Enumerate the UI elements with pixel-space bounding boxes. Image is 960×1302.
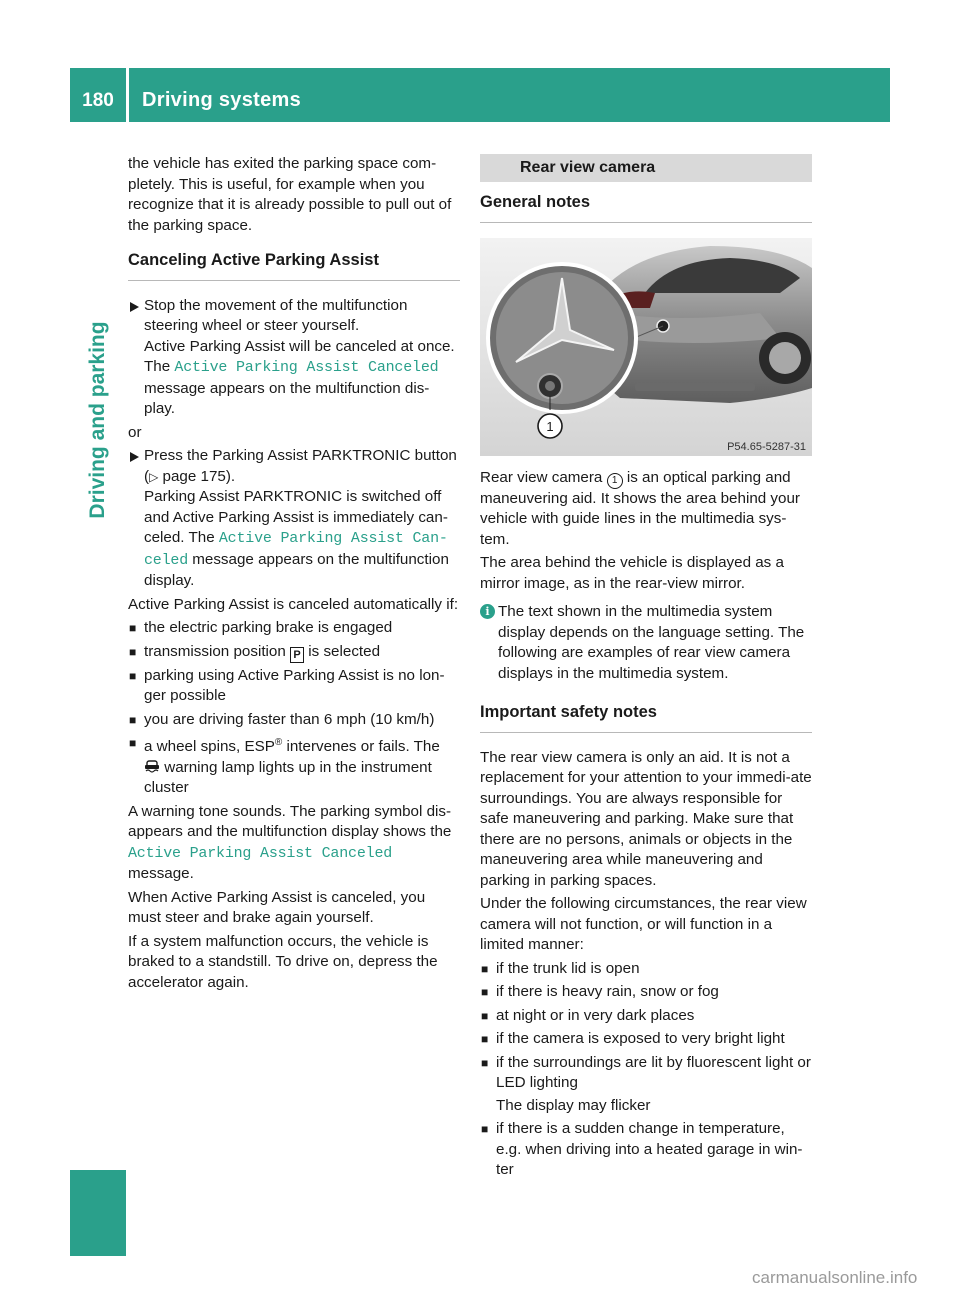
- step-press-button: Press the Parking Assist PARKTRONIC button (▷ page 175). Parking Assist PARKTRONIC is switched off and Active Parking Assist is immediately can-celed. The Active Parking Assist Can-celed message appears on the multifunction display.: [128, 446, 460, 592]
- park-position-icon: P: [290, 647, 304, 663]
- list-item: ■ at night or in very dark places: [480, 1006, 812, 1027]
- section-side-label: Driving and parking: [86, 321, 109, 519]
- chapter-title: Driving systems: [142, 89, 302, 111]
- malfunction-paragraph: If a system malfunction occurs, the vehicle is braked to a standstill. To drive on, depress the accelerator again.: [128, 932, 438, 991]
- list-item: ■ the electric parking brake is engaged: [128, 618, 460, 639]
- bullet-icon: ■: [129, 668, 137, 683]
- heading-general-notes: General notes: [480, 192, 812, 223]
- safety-paragraph-2: Under the following circumstances, the rear view camera will not function, or will function in a limited manner:: [480, 895, 807, 953]
- list-item: ■ you are driving faster than 6 mph (10 km/h): [128, 710, 460, 731]
- right-column: [480, 154, 812, 1184]
- step-arrow-icon: [130, 452, 139, 462]
- section-heading-rear-view-camera: Rear view camera: [480, 154, 812, 182]
- figure-callout-number: 1: [546, 418, 554, 434]
- bullet-icon: ■: [481, 1055, 489, 1070]
- list-item: ■ parking using Active Parking Assist is no lon-ger possible: [129, 666, 445, 704]
- page-ref-link[interactable]: page 175).: [158, 467, 236, 485]
- header-separator: [126, 68, 129, 122]
- rear-camera-figure: [480, 238, 812, 456]
- bullet-icon: ■: [129, 644, 137, 659]
- bullet-icon: ■: [481, 961, 489, 976]
- list-item: ■ if there is a sudden change in temperature, e.g. when driving into a heated garage in win-ter: [481, 1120, 803, 1178]
- info-note: i The text shown in the multimedia system display depends on the language setting. The following are examples of rear view camera displays in the multimedia system.: [480, 602, 812, 684]
- esp-warning-lamp-icon: [144, 760, 160, 774]
- display-message: Active Parking Assist Canceled: [128, 844, 393, 862]
- bullet-icon: ■: [481, 1008, 489, 1023]
- list-item: ■ transmission position P is selected: [129, 642, 381, 661]
- bullet-icon: ■: [481, 1032, 489, 1046]
- camera-paragraph: Rear view camera 1 is an optical parking and maneuvering aid. It shows the area behind your vehicle with guide lines in the multimedia sys-tem.: [480, 468, 800, 548]
- list-item: ■ a wheel spins, ESP® intervenes or fails. The warning lamp lights up in the instrument cluster: [128, 733, 460, 799]
- bullet-icon: ■: [129, 736, 137, 750]
- bullet-icon: ■: [481, 1122, 489, 1136]
- mirror-paragraph: The area behind the vehicle is displayed as a mirror image, as in the rear-view mirror.: [480, 554, 784, 592]
- info-icon: i: [480, 604, 495, 619]
- or-text: or: [128, 423, 142, 441]
- bullet-icon: ■: [129, 712, 137, 727]
- page-ref-icon[interactable]: ▷: [149, 469, 159, 484]
- display-message: Active Parking Assist Canceled: [174, 359, 439, 376]
- intro-paragraph: the vehicle has exited the parking space com-pletely. This is useful, for example when you recognize that it is already possible to pull out of the parking space.: [128, 155, 452, 234]
- bullet-icon: ■: [481, 985, 489, 999]
- watermark: carmanualsonline.info: [752, 1268, 918, 1287]
- list-item: ■ if the trunk lid is open: [480, 959, 812, 980]
- safety-paragraph-1: The rear view camera is only an aid. It is not a replacement for your attention to your immedi-ate surroundings. You are always responsible for safe maneuvering and parking. Make sure that there are no persons, animals or objects in the maneuvering area while maneuvering and parking in parking spaces.: [480, 748, 812, 889]
- display-message: Active Parking Assist Can-celed: [144, 530, 448, 569]
- step-stop-movement: Stop the movement of the multifunction steering wheel or steer yourself. Active Parking Assist will be canceled at once. The Active Parking Assist Canceled message appears on the multifunction dis-play.: [128, 296, 460, 420]
- list-item: ■ if there is heavy rain, snow or fog: [480, 982, 812, 1003]
- callout-one-icon: 1: [607, 473, 623, 489]
- page-number: 180: [82, 90, 114, 111]
- auto-cancel-intro: Active Parking Assist is canceled automatically if:: [128, 595, 459, 613]
- bullet-icon: ■: [129, 621, 137, 635]
- step-arrow-icon: [130, 302, 139, 312]
- left-column: [128, 154, 460, 996]
- figure-code: P54.65-5287-31: [727, 440, 806, 453]
- heading-canceling: Canceling Active Parking Assist: [128, 250, 460, 281]
- side-tab-marker: [70, 1170, 126, 1256]
- list-item: ■ if the surroundings are lit by fluorescent light or LED lighting The display may flicker: [481, 1053, 811, 1114]
- steer-paragraph: When Active Parking Assist is canceled, you must steer and brake again yourself.: [128, 888, 426, 927]
- warning-paragraph: A warning tone sounds. The parking symbol dis-appears and the multifunction display shows the Active Parking Assist Canceled message.: [128, 802, 452, 883]
- heading-safety-notes: Important safety notes: [480, 702, 812, 733]
- list-item: ■ if the camera is exposed to very bright light: [480, 1029, 812, 1050]
